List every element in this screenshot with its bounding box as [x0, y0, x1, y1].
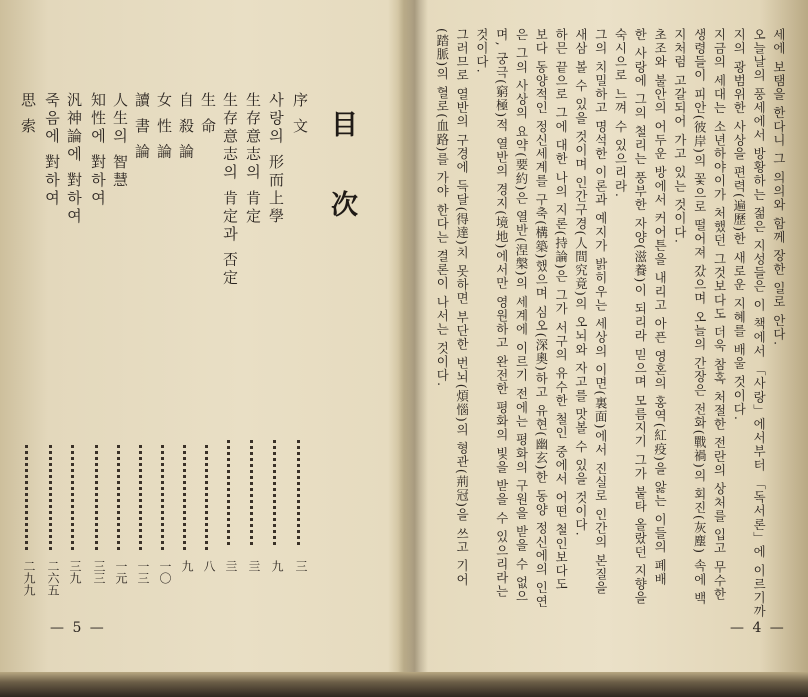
toc-item-page: 一三	[136, 560, 150, 584]
toc-item-page: 九	[180, 560, 194, 572]
toc-leader-dots	[49, 445, 56, 550]
toc-item-title: 生 命	[199, 92, 217, 136]
toc-item-page: 九	[270, 560, 284, 572]
toc-item-title: 죽음에 對하여	[43, 92, 61, 208]
toc-item-page: 亖	[247, 560, 261, 572]
toc-leader-dots	[71, 445, 78, 550]
toc-item-page: 三九	[68, 560, 82, 584]
body-text-column: 생령들이 피안(彼岸)의 꽃으로 떨어져 갔으며 오늘의 간장은 전화(戰禍)의 회진(灰塵) 속에 백	[692, 28, 708, 606]
toc-item-title: 序 文	[291, 92, 309, 136]
toc-item-page: 三三	[92, 560, 106, 584]
body-text-column: 숙시으로 느껴 수 있으리라.	[613, 28, 628, 199]
body-text-column: 한 사랑에 그의 철리는 풍부한 자양(滋養)이 되리라 믿으며 모름지기 그가 붙타 올랐던 지향을	[632, 28, 648, 605]
left-page-number: — 5 —	[50, 620, 106, 636]
body-text-column: 하믄 끝으로 그에 대한 나의 지론(持論)은 그가 서구의 유수한 철인 중에서 어떤 철인보다도	[553, 28, 569, 592]
toc-leader-dots	[161, 445, 168, 550]
toc-heading: 目 次	[326, 110, 357, 240]
body-text-column: 그러므로 열반의 구경에 득달(得達)치 못하면 부단한 번뇌(煩惱)의 형관(荊冠)을 쓰고 기어	[454, 28, 470, 587]
body-text-column: 지처럼 고갈되어 가고 있는 것이다.	[672, 28, 688, 245]
body-text-column: (踏脈)의 혈로(血路)를 가야 한다는 결론이 나서는 것이다.	[434, 28, 450, 388]
toc-item-page: 一〇	[158, 560, 172, 584]
toc-item-page: 一元	[114, 560, 128, 584]
toc-item-page: 三	[294, 560, 308, 572]
body-text-column: 것이다.	[474, 28, 490, 74]
toc-leader-dots	[25, 445, 32, 550]
toc-item-title: 汎神論에 對하여	[65, 92, 83, 226]
right-page-number: — 4 —	[730, 620, 786, 636]
toc-leader-dots	[117, 445, 124, 550]
body-text-column: 은 그의 사상의 요약(要約)은 열반(涅槃)의 세계에 이르기 전에는 평화의 구원을 받을 수 없으	[514, 28, 529, 604]
body-text-column: 며, 궁극(窮極)적 열반의 경지(境地)에서만 영원하고 완전한 평화의 빛을 받을 수 있으리라는	[494, 28, 510, 599]
toc-item-title: 思 索	[19, 92, 37, 136]
toc-item-title: 사랑의 形而上學	[267, 92, 285, 226]
toc-item-title: 知性에 對하여	[89, 92, 107, 208]
toc-item-page: 二六五	[46, 560, 60, 596]
toc-item-page: 亖	[224, 560, 238, 572]
body-text-column: 오늘날의 풍세에서 방황하는 젊은 지성들은 이 책에서 「사랑」에서부터 「독서론」에 이르기까	[751, 28, 767, 619]
toc-leader-dots	[183, 445, 190, 550]
toc-item-title: 女 性 論	[155, 92, 173, 162]
toc-item-title: 生存意志의 肯定	[244, 92, 262, 226]
body-text-column: 세에 보탬을 한다니 그 의의와 함께 장한 일로 안다.	[771, 28, 787, 347]
toc-leader-dots	[95, 445, 102, 550]
body-text-column: 지금의 세대는 소년하야이가 처했던 그것보다도 더욱 참혹 처절한 전란의 상처를 입고 무수한	[712, 28, 727, 602]
toc-leader-dots	[297, 440, 304, 545]
toc-item-page: 二九九	[22, 560, 36, 596]
toc-leader-dots	[227, 440, 234, 545]
toc-item-title: 讀 書 論	[133, 92, 151, 162]
toc-leader-dots	[139, 445, 146, 550]
toc-item-page: 八	[202, 560, 216, 572]
toc-leader-dots	[250, 440, 257, 545]
book-bottom-edge	[0, 672, 808, 697]
toc-leader-dots	[273, 440, 280, 545]
toc-item-title: 自 殺 論	[177, 92, 195, 162]
body-text-column: 지의 광범위한 사상을 편력(遍歷)한 새로운 지혜를 배울 것이다.	[731, 28, 747, 422]
book-gutter	[398, 0, 428, 672]
body-text-column: 그의 치밀하고 명석한 이론과 예지가 밝히우는 세상의 이면(裏面)에서 진실로 인간의 본질을	[593, 28, 609, 595]
toc-item-title: 人生의 智慧	[111, 92, 129, 190]
toc-item-title: 生存意志의 肯定과 否定	[221, 92, 239, 288]
body-text-column: 보다 동양적인 정신세계를 구축(構築)했으며 심오(深奧)하고 유현(幽玄)한 동양 정신에의 인연	[533, 28, 549, 609]
body-text-column: 새삼 볼 수 있을 것이며 인간구경(人間究竟)의 오뇌와 자고를 맛볼 수 있을 것이다.	[573, 28, 589, 537]
body-text-column: 초조와 불안의 어두운 방에서 커어튼을 내리고 아픈 영혼의 홍역(紅疫)을 앓는 이들의 폐배	[652, 28, 668, 587]
toc-leader-dots	[205, 445, 212, 550]
